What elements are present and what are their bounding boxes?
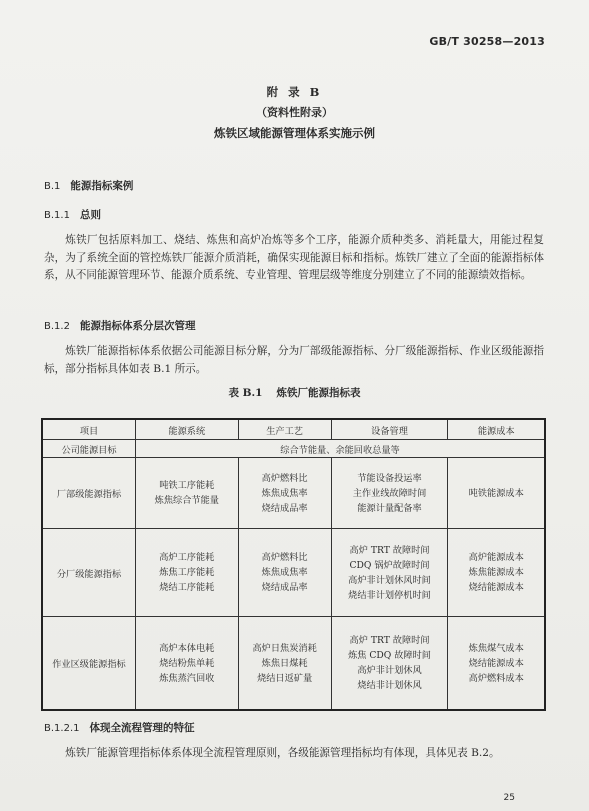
cell-line: 高炉非计划休风时间	[348, 574, 431, 586]
table-header-row	[42, 419, 545, 440]
cell-line: 炼焦成焦率	[261, 567, 308, 578]
appendix-type: （资料性附录）	[256, 106, 333, 119]
row-label: 公司能源目标	[42, 440, 136, 458]
appendix-title: 炼铁区域能源管理体系实施示例	[214, 126, 375, 140]
paragraph: 炼铁厂能源指标体系依据公司能源目标分解，分为厂部级能源指标、分厂级能源指标、作业区级能源指标，部分指标具体如表 B.1 所示。	[44, 345, 544, 375]
cell-line: 能源计量配备率	[357, 502, 422, 514]
cell-line: 主作业线故障时间	[352, 487, 427, 499]
table-row-company	[42, 440, 545, 458]
cell-line: 高炉能源成本	[468, 552, 524, 563]
company-target-cell: 综合节能量、余能回收总量等	[136, 440, 546, 458]
cell-line: 炼焦成焦率	[261, 487, 308, 499]
header-equipment-management: 设备管理	[331, 419, 448, 440]
production-process-cell	[238, 529, 331, 617]
cell-line: 烧结能源成本	[468, 657, 524, 669]
row-label: 分厂级能源指标	[42, 529, 136, 617]
section-number: B.1.1	[44, 210, 70, 221]
section-b121-body	[44, 745, 544, 763]
cell-line: 炼焦能源成本	[468, 567, 524, 578]
energy-cost-cell	[448, 458, 545, 529]
section-b12-heading	[44, 318, 195, 333]
table-caption	[0, 385, 589, 400]
cell-line: 高炉本体电耗	[159, 642, 215, 654]
cell-line: 高炉 TRT 故障时间	[349, 635, 430, 646]
energy-system-cell	[136, 529, 239, 617]
row-label: 作业区级能源指标	[42, 617, 136, 711]
section-title: 能源指标案例	[70, 180, 134, 192]
energy-system-cell	[136, 617, 239, 711]
cell-line: 烧结非计划休风	[357, 680, 422, 691]
cell-line: 烧结日返矿量	[257, 672, 313, 684]
section-title: 能源指标体系分层次管理	[79, 320, 196, 332]
energy-system-cell	[136, 458, 239, 529]
energy-cost-cell	[448, 617, 545, 711]
cell-line: 炼焦日煤耗	[261, 657, 308, 669]
section-title: 总则	[79, 209, 101, 221]
paragraph: 炼铁厂能源管理指标体系体现全流程管理原则，各级能源管理指标均有体现，具体见表 B.2。	[65, 747, 500, 759]
header-production-process: 生产工艺	[238, 419, 331, 440]
cell-line: 炼焦蒸汽回收	[159, 672, 215, 684]
cell-line: 节能设备投运率	[357, 472, 422, 484]
cell-line: 高炉燃料成本	[468, 672, 524, 684]
cell-line: 烧结工序能耗	[159, 582, 215, 593]
table-caption-number: 表 B.1	[228, 387, 263, 399]
energy-indicator-table	[41, 418, 546, 711]
cell-line: 烧结粉焦单耗	[159, 657, 215, 669]
section-b11-body	[44, 232, 544, 285]
cell-line: 高炉燃料比	[261, 472, 308, 484]
section-number: B.1.2	[44, 321, 70, 332]
page-number: 25	[503, 793, 515, 803]
cell-line: 吨铁能源成本	[468, 487, 524, 499]
section-b1-heading	[44, 178, 133, 193]
row-label: 厂部级能源指标	[42, 458, 136, 529]
equipment-management-cell	[331, 458, 448, 529]
section-b12-body	[44, 343, 544, 378]
cell-line: 高炉 TRT 故障时间	[349, 544, 430, 556]
section-title: 体现全流程管理的特征	[89, 722, 195, 734]
cell-line: CDQ 锅炉故障时间	[349, 559, 430, 571]
equipment-management-cell	[331, 529, 448, 617]
section-number: B.1	[44, 181, 61, 192]
section-b11-heading	[44, 207, 101, 222]
table-row	[42, 458, 545, 529]
energy-cost-cell	[448, 529, 545, 617]
standard-code: GB/T 30258—2013	[429, 35, 545, 48]
cell-line: 烧结成品率	[261, 502, 308, 514]
cell-line: 高炉燃料比	[261, 552, 308, 563]
cell-line: 高炉非计划休风	[357, 665, 422, 676]
table-row	[42, 529, 545, 617]
cell-line: 高炉工序能耗	[159, 552, 215, 563]
section-number: B.1.2.1	[44, 723, 80, 734]
cell-line: 烧结能源成本	[468, 582, 524, 593]
table-caption-title: 炼铁厂能源指标表	[276, 387, 361, 399]
cell-line: 高炉日焦炭消耗	[252, 642, 317, 654]
cell-line: 炼焦工序能耗	[159, 567, 215, 578]
production-process-cell	[238, 617, 331, 711]
production-process-cell	[238, 458, 331, 529]
cell-line: 炼焦煤气成本	[468, 642, 524, 654]
header-item: 项目	[42, 419, 136, 440]
paragraph: 炼铁厂包括原料加工、烧结、炼焦和高炉冶炼等多个工序，能源介质种类多、消耗量大，用能过程复杂，为了系统全面的管控炼铁厂能源介质消耗，确保实现能源目标和指标。炼铁厂建立了全面的能源指标体系，从不同能源管理环节、能源介质系统、专业管理、管理层级等维度分别建立了不同的能源绩效指标。	[44, 234, 544, 281]
cell-line: 烧结非计划停机时间	[348, 589, 431, 601]
header-energy-system: 能源系统	[136, 419, 239, 440]
cell-line: 炼焦综合节能量	[154, 495, 219, 506]
cell-line: 吨铁工序能耗	[159, 480, 215, 491]
table-row	[42, 617, 545, 711]
cell-line: 炼焦 CDQ 故障时间	[348, 650, 431, 661]
header-energy-cost: 能源成本	[448, 419, 545, 440]
cell-line: 烧结成品率	[261, 582, 308, 593]
section-b121-heading	[44, 720, 194, 735]
appendix-label: 附 录 B	[266, 85, 323, 99]
equipment-management-cell	[331, 617, 448, 711]
